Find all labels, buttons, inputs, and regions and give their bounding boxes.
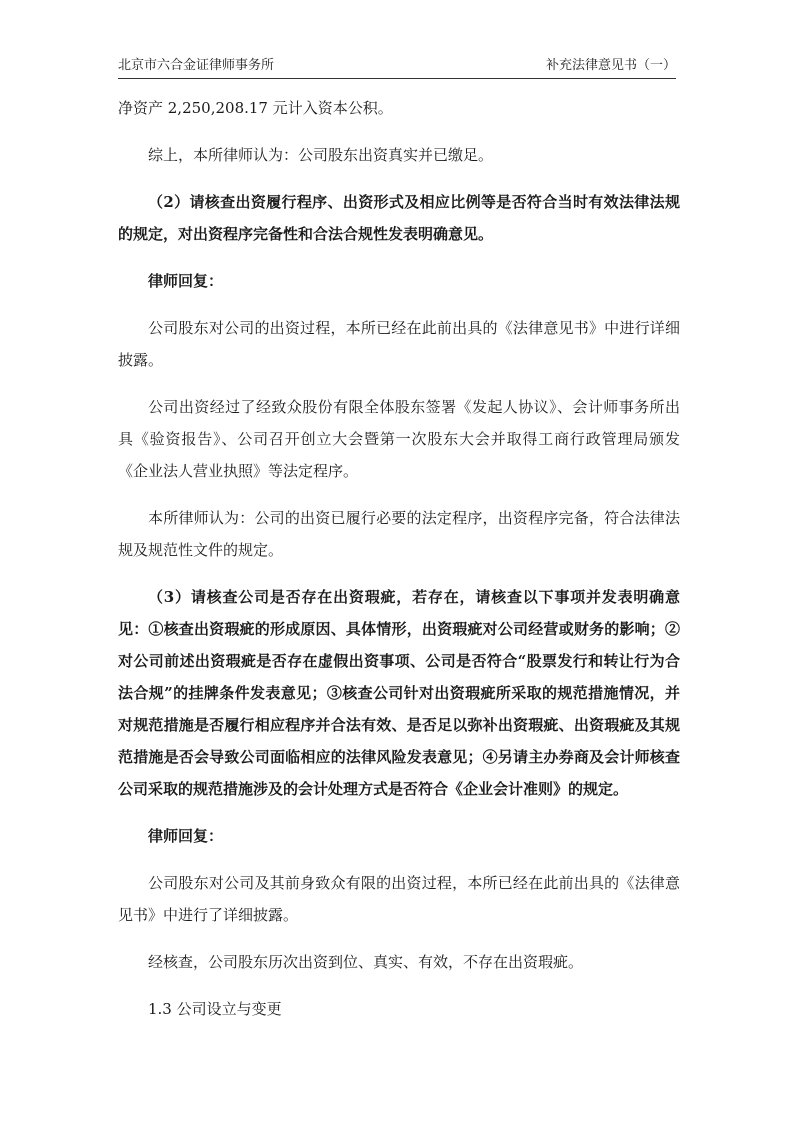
- paragraph: 本所律师认为：公司的出资已履行必要的法定程序，出资程序完备，符合法律法规及规范性文件的规定。: [118, 509, 680, 559]
- question-paragraph: （3）请核查公司是否存在出资瑕疵，若存在，请核查以下事项并发表明确意见：①核查出资瑕疵的形成原因、具体情形，出资瑕疵对公司经营或财务的影响；②对公司前述出资瑕疵是否存在虚假出资事项、公司是否符合“股票发行和转让行为合法合规”的挂牌条件发表意见；③核查公司针对出资瑕疵所采取的规范措施情况，并对规范措施是否履行相应程序并合法有效、是否足以弥补出资瑕疵、出资瑕疵及其规范措施是否会导致公司面临相应的法律风险发表意见；④另请主办券商及会计师核查公司采取的规范措施涉及的会计处理方式是否符合《企业会计准则》的规定。: [118, 588, 680, 798]
- reply-heading: 律师回复：: [148, 272, 224, 290]
- reply-heading: 律师回复：: [148, 827, 224, 845]
- paragraph: 公司股东对公司的出资过程，本所已经在此前出具的《法律意见书》中进行详细披露。: [118, 319, 680, 369]
- section-heading: 1.3 公司设立与变更: [148, 1000, 282, 1018]
- paragraph: 经核查，公司股东历次出资到位、真实、有效，不存在出资瑕疵。: [148, 953, 584, 971]
- paragraph: 净资产 2,250,208.17 元计入资本公积。: [118, 99, 393, 117]
- question-paragraph: （2）请核查出资履行程序、出资形式及相应比例等是否符合当时有效法律法规的规定，对出资程序完备性和合法合规性发表明确意见。: [118, 193, 680, 243]
- paragraph: 公司股东对公司及其前身致众有限的出资过程，本所已经在此前出具的《法律意见书》中进行了详细披露。: [118, 874, 680, 924]
- page-header: [118, 48, 676, 79]
- paragraph: 公司出资经过了经致众股份有限全体股东签署《发起人协议》、会计师事务所出具《验资报告》、公司召开创立大会暨第一次股东大会并取得工商行政管理局颁发《企业法人营业执照》等法定程序。: [118, 398, 680, 480]
- header-firm-name: 北京市六合金证律师事务所: [118, 58, 275, 73]
- paragraph: 综上，本所律师认为：公司股东出资真实并已缴足。: [148, 146, 494, 164]
- document-body: [118, 92, 680, 1040]
- header-document-title: 补充法律意见书（一）: [545, 58, 676, 73]
